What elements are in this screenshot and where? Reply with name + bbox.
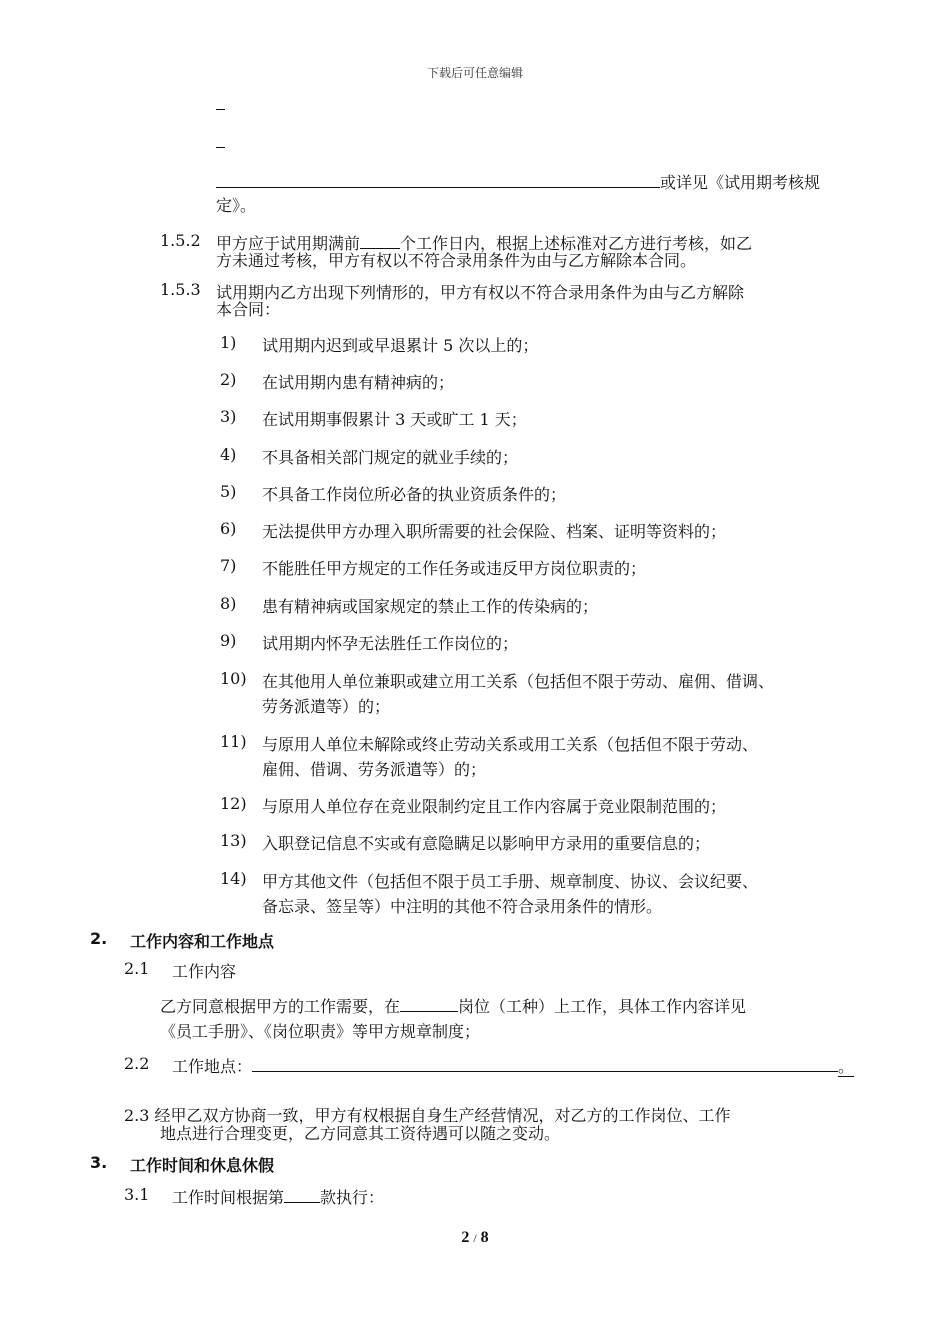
total-pages: 8 xyxy=(480,1229,489,1246)
list-item-number: 2) xyxy=(220,370,237,389)
list-item-number: 13) xyxy=(220,831,247,850)
clause-number: 2.1 xyxy=(124,959,150,978)
list-item-number: 10) xyxy=(220,669,247,688)
work-location-line xyxy=(172,1054,854,1077)
clause-text-cont: 本合同： xyxy=(216,300,281,319)
list-item: 在试用期内患有精神病的； xyxy=(262,373,455,392)
fill-in-blank[interactable] xyxy=(360,234,400,249)
list-item: 与原用人单位未解除或终止劳动关系或用工关系（包括但不限于劳动、 xyxy=(262,735,759,754)
page-number xyxy=(0,1229,950,1247)
clause-text-cont: 方未通过考核，甲方有权以不符合录用条件为由与乙方解除本合同。 xyxy=(216,251,697,270)
section-number: 3. xyxy=(90,1153,108,1172)
clause-text: 2.3 经甲乙双方协商一致，甲方有权根据自身生产经营情况，对乙方的工作岗位、工作 xyxy=(124,1106,731,1125)
current-page: 2 xyxy=(461,1229,470,1246)
list-item-number: 3) xyxy=(220,407,237,426)
list-item-cont: 备忘录、签呈等）中注明的其他不符合录用条件的情形。 xyxy=(262,897,663,916)
list-item: 在试用期事假累计 3 天或旷工 1 天； xyxy=(262,410,527,429)
list-item: 不能胜任甲方规定的工作任务或违反甲方岗位职责的； xyxy=(262,559,647,578)
clause-number: 2.2 xyxy=(124,1054,150,1073)
list-item-number: 12) xyxy=(220,794,247,813)
see-regulation-text: 或详见《试用期考核规 xyxy=(660,173,821,192)
list-item-number: 9) xyxy=(220,631,237,650)
list-item-cont: 劳务派遣等）的； xyxy=(262,697,391,716)
list-item-number: 7) xyxy=(220,556,237,575)
page-separator: / xyxy=(473,1231,477,1245)
position-blank[interactable] xyxy=(400,997,458,1012)
work-location-label: 工作地点： xyxy=(172,1057,253,1076)
clause-number: 3.1 xyxy=(124,1185,150,1204)
list-item-number: 6) xyxy=(220,519,237,538)
clause-number-blank[interactable] xyxy=(284,1188,320,1203)
list-item-number: 11) xyxy=(220,732,247,751)
clause-number: 1.5.2 xyxy=(160,231,201,250)
blank-dash-2 xyxy=(216,147,225,148)
see-regulation-text-cont: 定》。 xyxy=(216,196,257,215)
list-item: 不具备工作岗位所必备的执业资质条件的； xyxy=(262,485,567,504)
list-item: 入职登记信息不实或有意隐瞒足以影响甲方录用的重要信息的； xyxy=(262,834,711,853)
review-standard-line xyxy=(216,170,820,193)
list-item: 患有精神病或国家规定的禁止工作的传染病的； xyxy=(262,597,599,616)
clause-text-part: 工作时间根据第 xyxy=(172,1188,285,1207)
page-header: 下载后可任意编辑 xyxy=(426,66,523,80)
work-time-line xyxy=(172,1185,384,1208)
section-title: 工作内容和工作地点 xyxy=(130,932,275,951)
list-item: 不具备相关部门规定的就业手续的； xyxy=(262,448,519,467)
list-item: 无法提供甲方办理入职所需要的社会保险、档案、证明等资料的； xyxy=(262,522,727,541)
list-item-number: 4) xyxy=(220,445,237,464)
section-number: 2. xyxy=(90,929,108,948)
clause-text: 试用期内乙方出现下列情形的，甲方有权以不符合录用条件为由与乙方解除 xyxy=(216,283,745,302)
list-item: 试用期内迟到或早退累计 5 次以上的； xyxy=(262,336,539,355)
work-location-blank[interactable] xyxy=(252,1057,838,1072)
list-item-number: 14) xyxy=(220,869,247,888)
fill-in-blank[interactable] xyxy=(216,173,660,188)
clause-text-cont: 地点进行合理变更，乙方同意其工资待遇可以随之变动。 xyxy=(160,1124,561,1143)
list-item-number: 1) xyxy=(220,333,237,352)
clause-text-part: 款执行： xyxy=(320,1188,385,1207)
list-item: 甲方其他文件（包括但不限于员工手册、规章制度、协议、会议纪要、 xyxy=(262,872,759,891)
clause-title: 工作内容 xyxy=(172,962,237,981)
period: 。 xyxy=(838,1057,855,1076)
clause-text-part: 甲方应于试用期满前 xyxy=(216,234,361,253)
clause-text-part: 个工作日内，根据上述标准对乙方进行考核，如乙 xyxy=(400,234,753,253)
blank-dash-1 xyxy=(216,109,225,110)
list-item: 试用期内怀孕无法胜任工作岗位的； xyxy=(262,634,519,653)
clause-text-part: 岗位（工种）上工作，具体工作内容详见 xyxy=(458,997,747,1016)
list-item-number: 5) xyxy=(220,482,237,501)
list-item: 与原用人单位存在竞业限制约定且工作内容属于竞业限制范围的； xyxy=(262,797,727,816)
work-content-text-cont: 《员工手册》、《岗位职责》等甲方规章制度； xyxy=(160,1022,481,1041)
clause-number: 1.5.3 xyxy=(160,280,201,299)
work-content-text xyxy=(160,994,746,1017)
list-item-cont: 雇佣、借调、劳务派遣等）的； xyxy=(262,760,487,779)
list-item-number: 8) xyxy=(220,594,237,613)
clause-text-part: 乙方同意根据甲方的工作需要，在 xyxy=(160,997,401,1016)
list-item: 在其他用人单位兼职或建立用工关系（包括但不限于劳动、雇佣、借调、 xyxy=(262,672,775,691)
section-title: 工作时间和休息休假 xyxy=(130,1156,275,1175)
